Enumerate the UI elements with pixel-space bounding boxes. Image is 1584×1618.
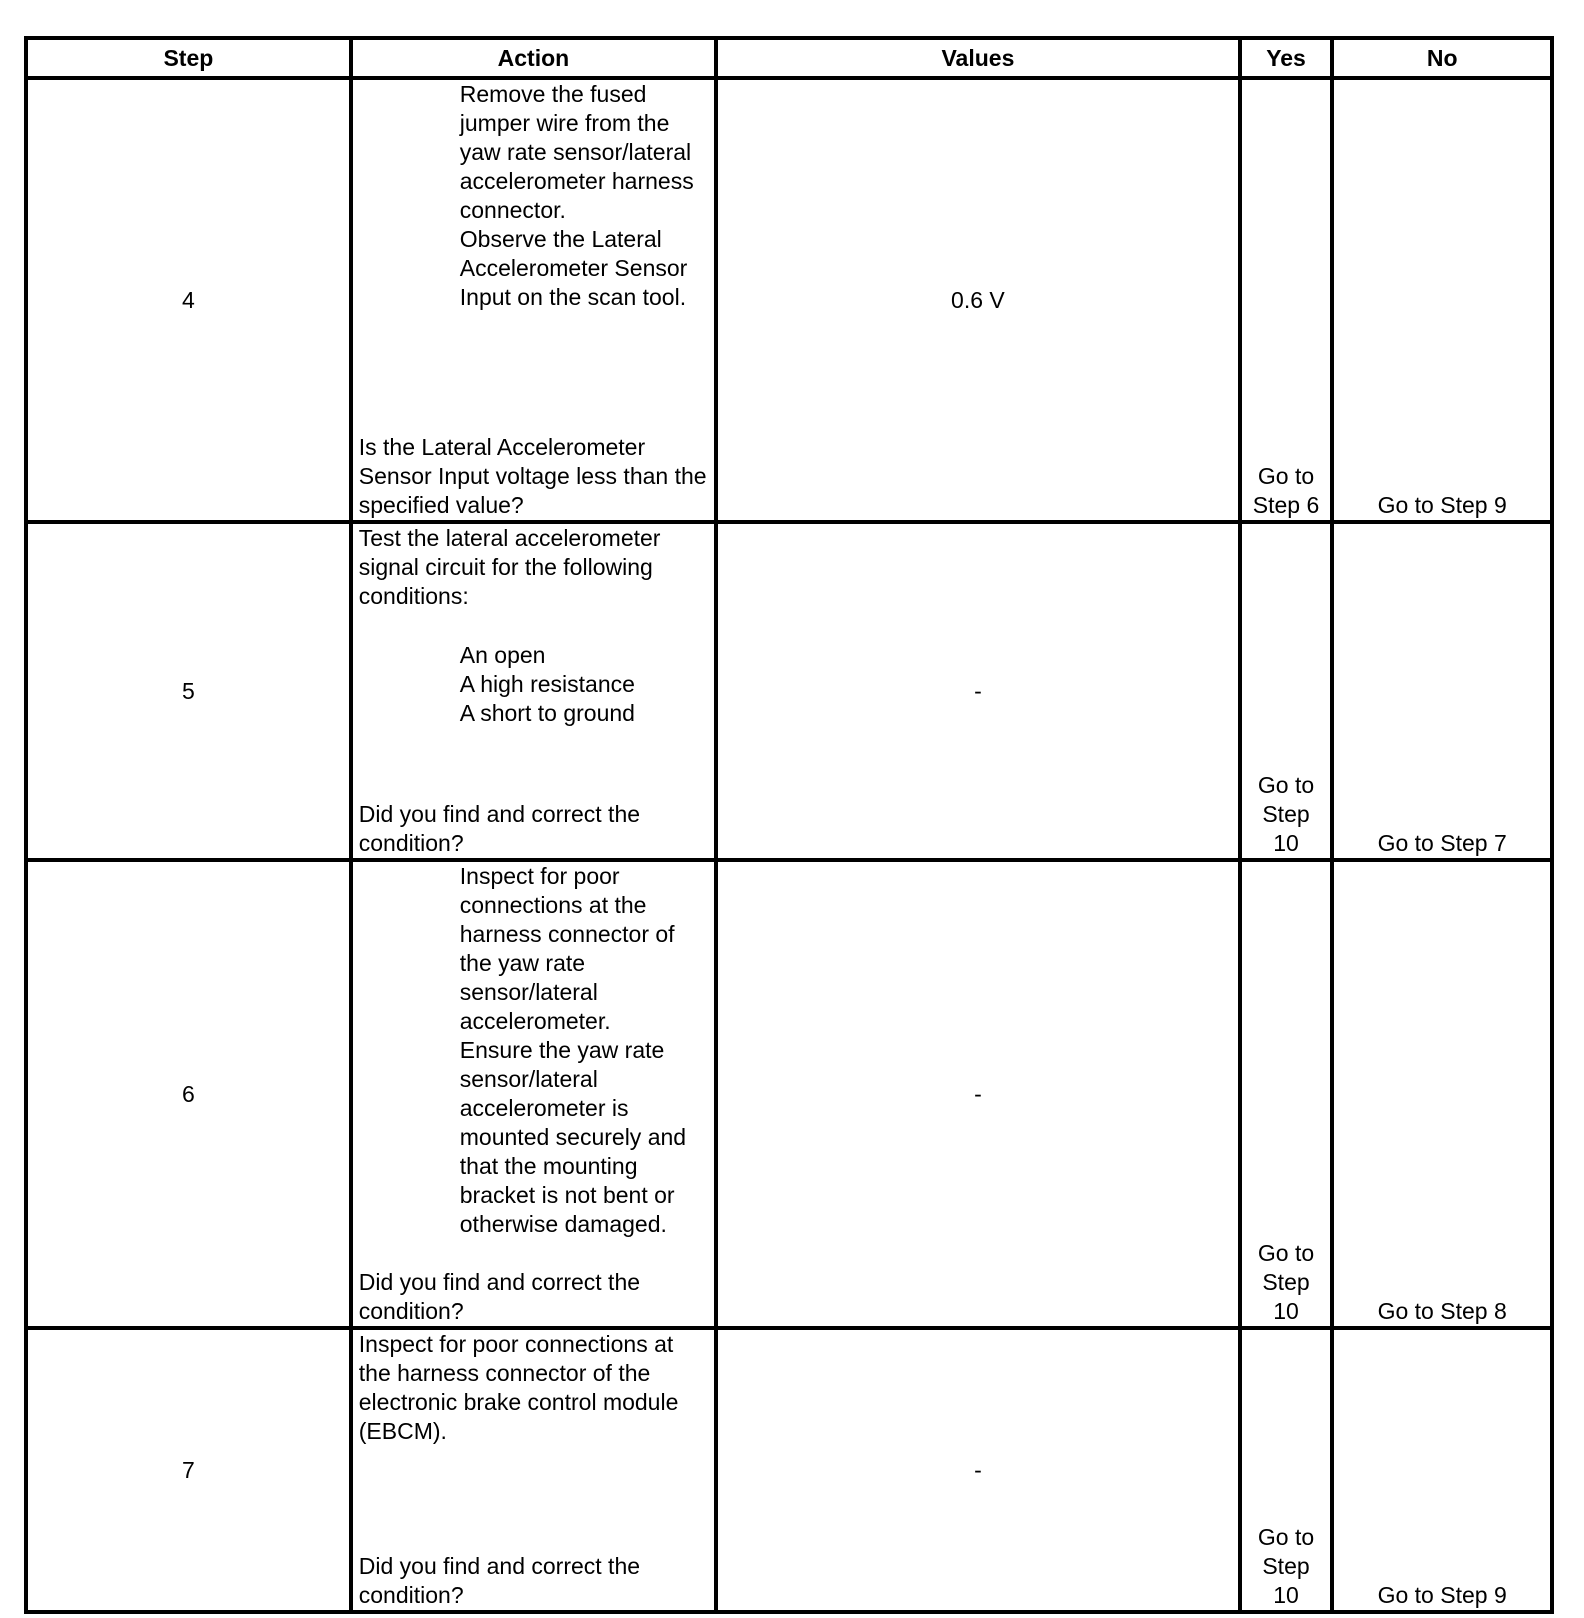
action-bullet: An open bbox=[459, 642, 546, 668]
yes-link[interactable]: Go to Step 10 bbox=[1257, 772, 1315, 856]
step-number: 4 bbox=[26, 78, 351, 522]
header-step: Step bbox=[26, 38, 351, 78]
no-link[interactable]: Go to Step 9 bbox=[1377, 492, 1507, 518]
table-header bbox=[26, 38, 1552, 78]
step-number: 6 bbox=[26, 860, 351, 1328]
table-row bbox=[26, 1328, 1552, 1612]
yes-link[interactable]: Go to Step 10 bbox=[1257, 1524, 1315, 1608]
value-cell: 0.6 V bbox=[716, 78, 1240, 522]
action-question: Did you find and correct the condition? bbox=[358, 801, 641, 856]
no-cell bbox=[1332, 860, 1552, 1328]
action-bullet: Observe the Lateral Accelerometer Sensor Input on the scan tool. bbox=[459, 226, 688, 310]
header-action: Action bbox=[351, 38, 716, 78]
action-cell bbox=[351, 1328, 716, 1612]
header-yes: Yes bbox=[1240, 38, 1333, 78]
no-cell bbox=[1332, 78, 1552, 522]
no-link[interactable]: Go to Step 9 bbox=[1377, 1582, 1507, 1608]
no-link[interactable]: Go to Step 8 bbox=[1377, 1298, 1507, 1324]
no-link[interactable]: Go to Step 7 bbox=[1377, 830, 1507, 856]
action-cell bbox=[351, 522, 716, 860]
no-cell bbox=[1332, 1328, 1552, 1612]
table-row bbox=[26, 522, 1552, 860]
value-cell: - bbox=[716, 860, 1240, 1328]
action-bullet: Remove the fused jumper wire from the yaw rate sensor/lateral accelerometer harness connector. bbox=[459, 81, 694, 223]
header-row bbox=[26, 38, 1552, 78]
action-bullet: A high resistance bbox=[459, 671, 635, 697]
action-question: Did you find and correct the condition? bbox=[358, 1553, 641, 1608]
yes-cell bbox=[1240, 1328, 1333, 1612]
yes-cell bbox=[1240, 860, 1333, 1328]
diagnostic-table bbox=[24, 36, 1554, 1614]
step-number: 5 bbox=[26, 522, 351, 860]
step-number: 7 bbox=[26, 1328, 351, 1612]
action-bullet: Ensure the yaw rate sensor/lateral accelerometer is mounted securely and that the mounting bracket is not bent or otherwise damaged. bbox=[459, 1037, 687, 1237]
yes-link[interactable]: Go to Step 6 bbox=[1252, 463, 1320, 518]
header-values: Values bbox=[716, 38, 1240, 78]
value-cell: - bbox=[716, 522, 1240, 860]
no-cell bbox=[1332, 522, 1552, 860]
yes-cell bbox=[1240, 78, 1333, 522]
table-row bbox=[26, 860, 1552, 1328]
action-question: Did you find and correct the condition? bbox=[358, 1269, 641, 1324]
yes-cell bbox=[1240, 522, 1333, 860]
action-cell bbox=[351, 78, 716, 522]
action-cell bbox=[351, 860, 716, 1328]
action-bullet: A short to ground bbox=[459, 700, 635, 726]
action-intro: Test the lateral accelerometer signal circuit for the following conditions: bbox=[358, 525, 661, 609]
header-no: No bbox=[1332, 38, 1552, 78]
action-question: Is the Lateral Accelerometer Sensor Input voltage less than the specified value? bbox=[358, 434, 707, 518]
action-bullet: Inspect for poor connections at the harness connector of the yaw rate sensor/lateral accelerometer. bbox=[459, 863, 675, 1034]
table-row bbox=[26, 78, 1552, 522]
action-intro: Inspect for poor connections at the harness connector of the electronic brake control module (EBCM). bbox=[358, 1331, 679, 1444]
value-cell: - bbox=[716, 1328, 1240, 1612]
yes-link[interactable]: Go to Step 10 bbox=[1257, 1240, 1315, 1324]
